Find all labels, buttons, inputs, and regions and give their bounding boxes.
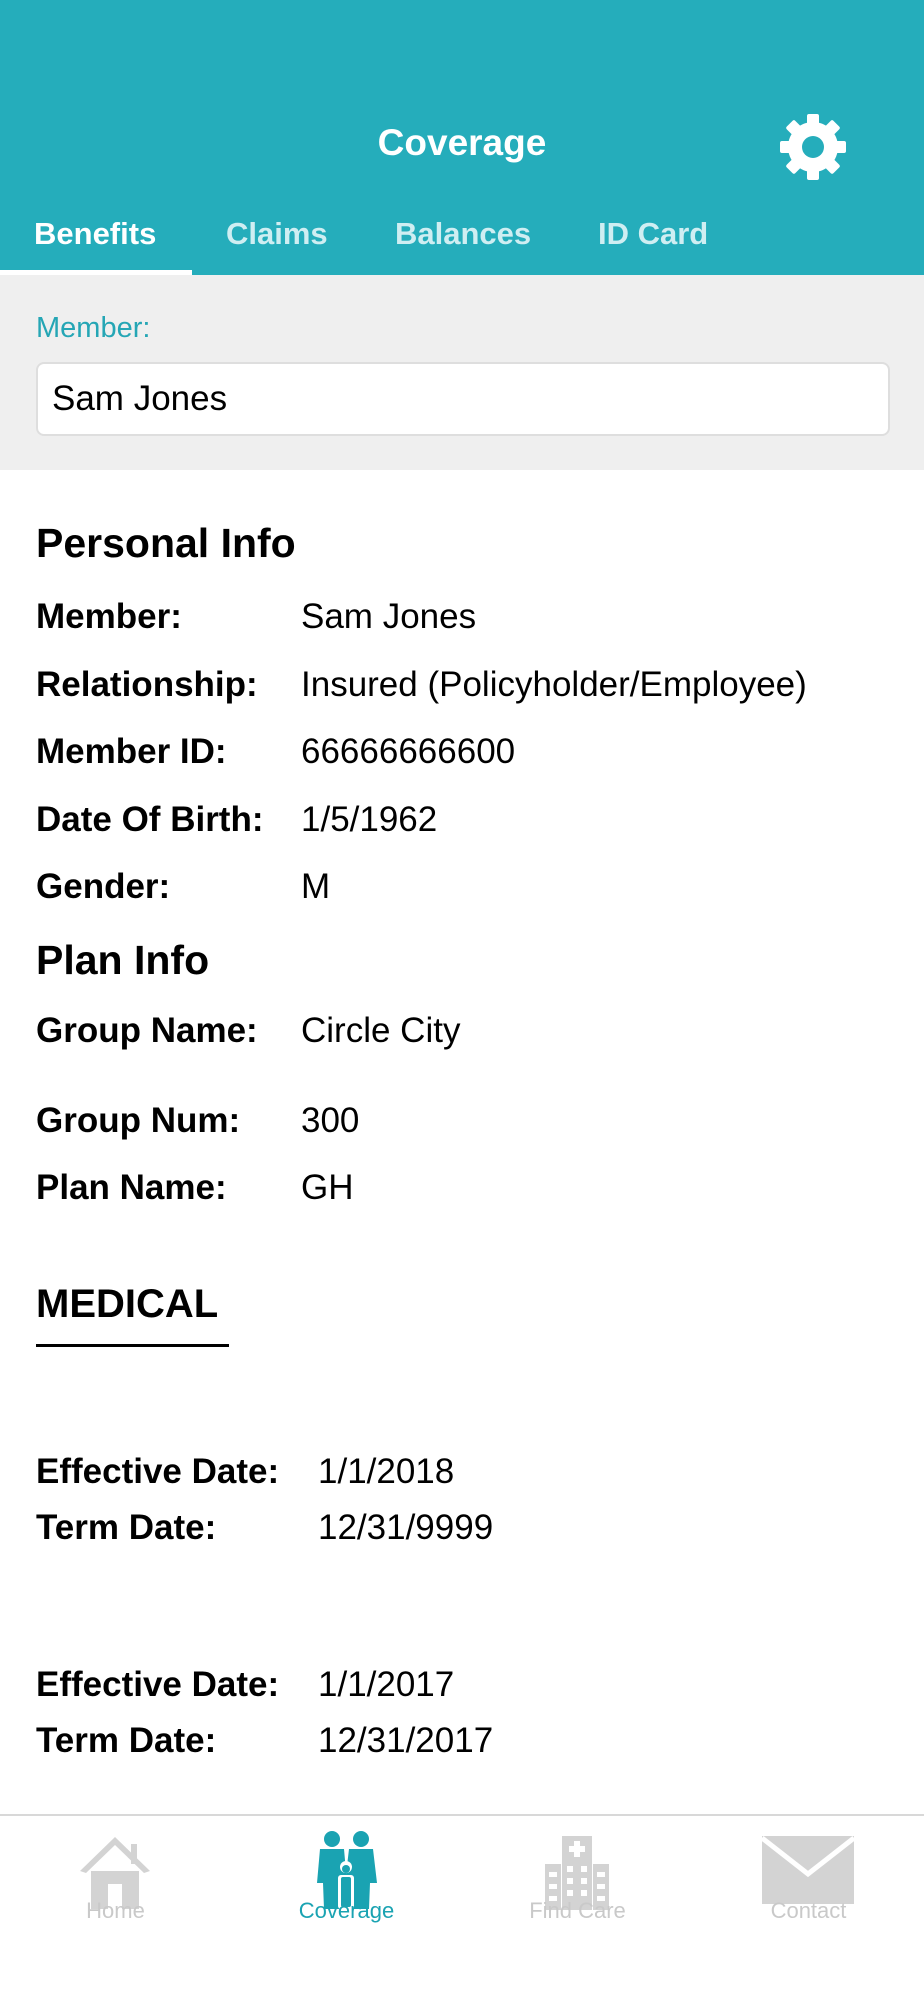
tab-claims[interactable]: Claims bbox=[226, 216, 328, 251]
member-selector-label: Member: bbox=[36, 312, 151, 344]
gender-value: M bbox=[301, 867, 331, 906]
nav-coverage-label: Coverage bbox=[298, 1898, 395, 1923]
term-date-label: Term Date: bbox=[36, 1721, 217, 1760]
date-of-birth-value: 1/5/1962 bbox=[301, 800, 438, 839]
nav-home-label: Home bbox=[86, 1898, 145, 1923]
term-date-label: Term Date: bbox=[36, 1508, 217, 1547]
nav-contact[interactable] bbox=[693, 1816, 924, 2002]
term-date-value: 12/31/9999 bbox=[318, 1508, 494, 1547]
page-title: Coverage bbox=[377, 122, 547, 163]
member-id-value: 66666666600 bbox=[301, 732, 516, 771]
medical-heading: MEDICAL bbox=[36, 1282, 219, 1326]
member-id-label: Member ID: bbox=[36, 732, 227, 771]
relationship-value: Insured (Policyholder/Employee) bbox=[301, 665, 807, 704]
tab-balances[interactable]: Balances bbox=[395, 216, 532, 251]
member-value: Sam Jones bbox=[301, 597, 477, 636]
group-num-label: Group Num: bbox=[36, 1101, 241, 1140]
term-date-value: 12/31/2017 bbox=[318, 1721, 494, 1760]
plan-info-heading: Plan Info bbox=[36, 937, 210, 983]
relationship-label: Relationship: bbox=[36, 665, 258, 704]
nav-find-care-label: Find Care bbox=[529, 1898, 626, 1923]
effective-date-label: Effective Date: bbox=[36, 1452, 280, 1491]
nav-home[interactable] bbox=[0, 1816, 231, 2002]
nav-contact-label: Contact bbox=[770, 1898, 847, 1923]
effective-date-value: 1/1/2017 bbox=[318, 1665, 455, 1704]
gender-label: Gender: bbox=[36, 867, 171, 906]
tab-bar bbox=[0, 210, 924, 275]
nav-find-care[interactable] bbox=[462, 1816, 693, 2002]
member-select-value: Sam Jones bbox=[52, 379, 228, 418]
plan-name-label: Plan Name: bbox=[36, 1168, 227, 1207]
date-of-birth-label: Date Of Birth: bbox=[36, 800, 264, 839]
personal-info-heading: Personal Info bbox=[36, 520, 296, 566]
group-num-value: 300 bbox=[301, 1101, 360, 1140]
bottom-nav bbox=[0, 1814, 924, 2002]
tab-benefits[interactable]: Benefits bbox=[34, 216, 157, 251]
medical-heading-underline bbox=[36, 1344, 229, 1347]
effective-date-label: Effective Date: bbox=[36, 1665, 280, 1704]
nav-coverage[interactable] bbox=[231, 1816, 462, 2002]
tab-id-card[interactable]: ID Card bbox=[598, 216, 709, 251]
gear-icon[interactable] bbox=[778, 112, 848, 182]
member-select[interactable] bbox=[36, 362, 890, 436]
member-label: Member: bbox=[36, 597, 182, 636]
group-name-value: Circle City bbox=[301, 1011, 461, 1050]
plan-name-value: GH bbox=[301, 1168, 354, 1207]
group-name-label: Group Name: bbox=[36, 1011, 258, 1050]
effective-date-value: 1/1/2018 bbox=[318, 1452, 455, 1491]
